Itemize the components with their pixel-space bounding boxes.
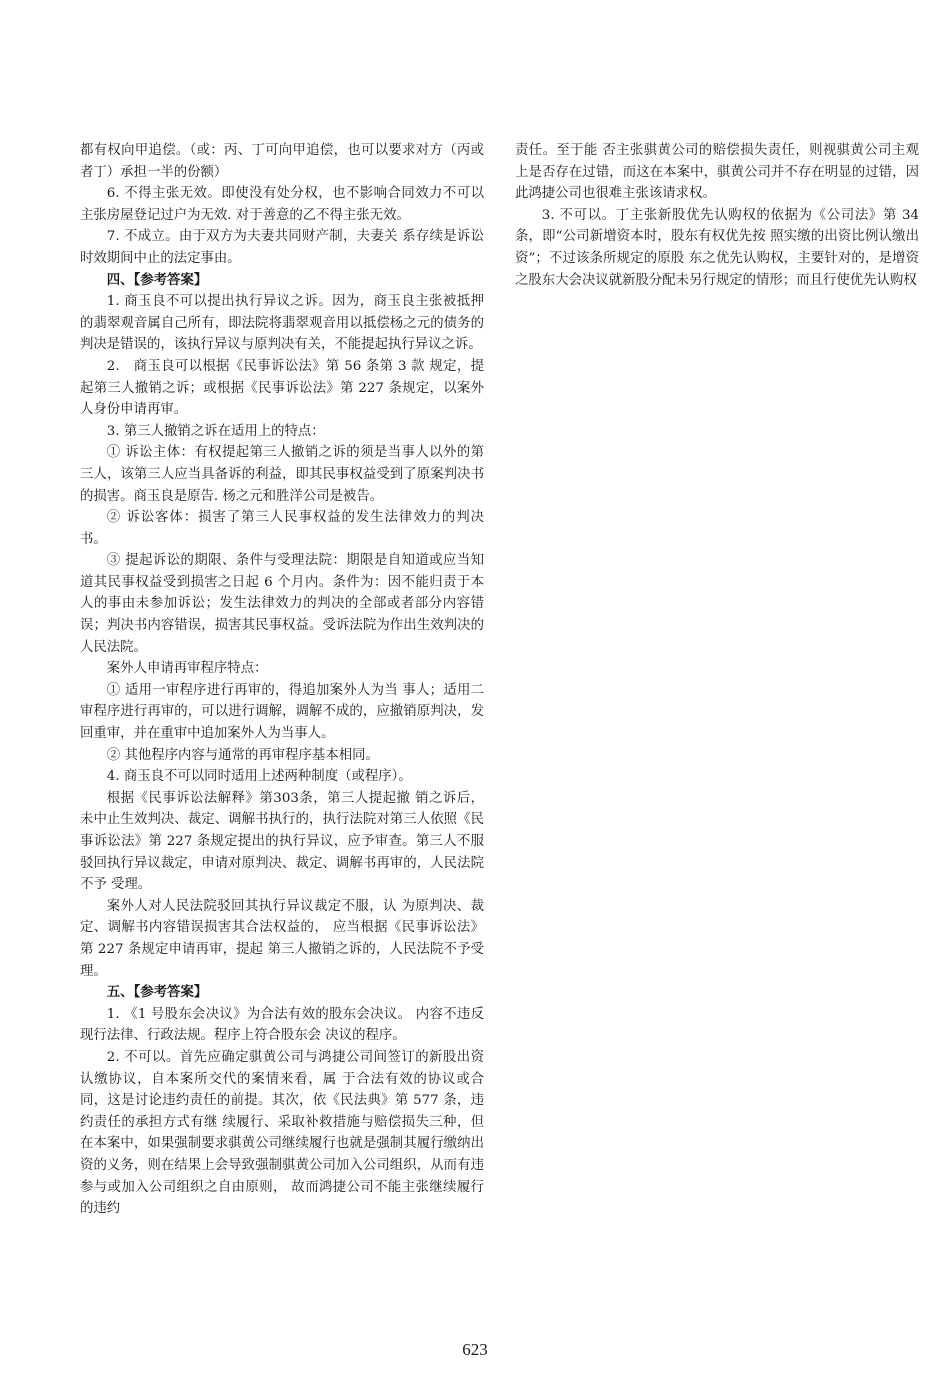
- page-number: 623: [462, 1340, 488, 1359]
- paragraph: ② 其他程序内容与通常的再审程序基本相同。: [106, 747, 379, 763]
- left-column: [80, 140, 484, 1220]
- paragraph: 4. 商玉良不可以同时适用上述两种制度（或程序）。: [106, 769, 412, 785]
- paragraph: 6. 不得主张无效。即使没有处分权，也不影响合同效力不可以主张房屋登记过户为无效. 对于善意的乙不得主张无效。: [80, 186, 484, 223]
- paragraph: 2. 商玉良可以根据《民事诉讼法》第 56 条第 3 款 规定，提起第三人撤销之诉；或根据《民事诉讼法》第 227 条规定，以案外人身份申请再审。: [80, 358, 484, 418]
- section-heading: 四、【参考答案】: [106, 271, 208, 288]
- paragraph: 2. 不可以。首先应确定骐黄公司与鸿捷公司间签订的新股出资认缴协议，自本案所交代的案情来看，属 于合法有效的协议或合同，这是讨论违约责任的前提。其次，依《民法典》第 577 条，违约责任的承担方式有继 续履行、采取补救措施与赔偿损失三种，但在本案中，如果强制要求骐黄公司继续履行也就是强制其履行缴纳出资的义务，则在结果上会导致强制骐黄公司加入公司组织，从而有违参与或加入公司组织之自由原则， 故而鸿捷公司不能主张继续履行的违约: [80, 1049, 484, 1217]
- paragraph: 案外人对人民法院驳回其执行异议裁定不服，认 为原判决、裁定、调解书内容错误损害其合法权益的， 应当根据《民事诉讼法》第 227 条规定申请再审，提起 第三人撤销之诉的，人民法院不予受理。: [80, 898, 484, 979]
- paragraph: 3. 不可以。丁主张新股优先认购权的依据为《公司法》第 34 条，即“公司新增资本时，股东有权优先按 照实缴的出资比例认缴出资”；不过该条所规定的原股 东之优先认购权，主要针对的，是增资之股东大会决议就新股分配未另行规定的情形；而且行使优先认购权: [515, 207, 919, 288]
- paragraph: 都有权向甲追偿。（或：丙、丁可向甲追偿，也可以要求对方（丙或者丁）承担一半的份额）: [80, 143, 484, 180]
- right-column: [515, 140, 919, 291]
- paragraph: 7. 不成立。由于双方为夫妻共同财产制，夫妻关 系存续是诉讼时效期间中止的法定事由。: [80, 229, 484, 266]
- paragraph: 1. 商玉良不可以提出执行异议之诉。因为，商玉良主张被抵押的翡翠观音属自己所有，即法院将翡翠观音用以抵偿杨之元的债务的判决是错误的，该执行异议与原判决有关，不能提起执行异议之诉。: [80, 294, 484, 353]
- paragraph: ① 诉讼主体：有权提起第三人撤销之诉的须是当事人以外的第三人，该第三人应当具备诉的利益，即其民事权益受到了原案判决书的损害。商玉良是原告. 杨之元和胜洋公司是被告。: [80, 445, 484, 504]
- paragraph: 案外人申请再审程序特点：: [106, 661, 268, 677]
- paragraph: 根据《民事诉讼法解释》第303条，第三人提起撤 销之诉后，未中止生效判决、裁定、调解书执行的，执行法院对第三人依照《民事诉讼法》第 227 条规定提出的执行异议，应予审查。第三人不服驳回执行异议裁定，申请对原判决、裁定、调解书再审的，人民法院不予 受理。: [80, 790, 484, 893]
- section-heading: 五、【参考答案】: [106, 984, 208, 1001]
- paragraph: ① 适用一审程序进行再审的，得追加案外人为当 事人；适用二审程序进行再审的，可以进行调解，调解不成的，应撤销原判决，发回重审，并在重审中追加案外人为当事人。: [80, 682, 484, 742]
- paragraph: ③ 提起诉讼的期限、条件与受理法院：期限是自知道或应当知道其民事权益受到损害之日起 6 个月内。条件为：因不能归责于本人的事由未参加诉讼；发生法律效力的判决的全部或者部分内容错误；判决书内容错误，损害其民事权益。受诉法院为作出生效判决的人民法院。: [80, 553, 484, 655]
- paragraph: 1. 《1 号股东会决议》为合法有效的股东会决议。 内容不违反现行法律、行政法规。程序上符合股东会 决议的程序。: [80, 1006, 484, 1044]
- paragraph: ② 诉讼客体：损害了第三人民事权益的发生法律效力的判决书。: [80, 510, 484, 547]
- paragraph: 责任。至于能 否主张骐黄公司的赔偿损失责任，则视骐黄公司主观上是否存在过错，而这在本案中，骐黄公司并不存在明显的过错，因此鸿捷公司也很难主张该请求权。: [515, 143, 919, 202]
- paragraph: 3. 第三人撤销之诉在适用上的特点：: [106, 423, 325, 439]
